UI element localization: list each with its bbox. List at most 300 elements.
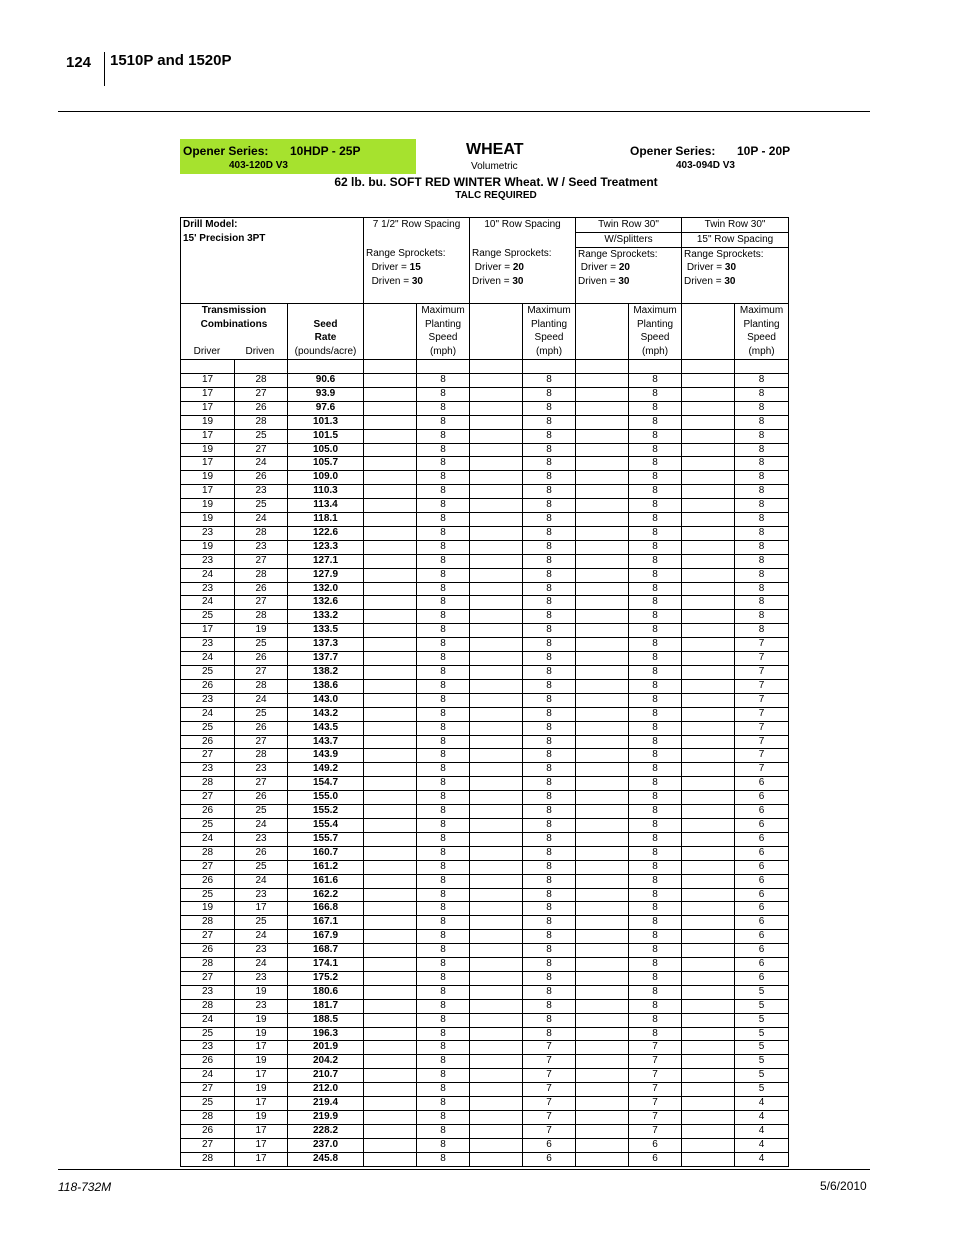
blank-cell <box>364 999 417 1013</box>
blank-cell <box>682 832 735 846</box>
speed-cell: 8 <box>523 693 576 707</box>
blank-cell <box>364 693 417 707</box>
driver-cell: 19 <box>181 540 235 554</box>
driven-cell: 27 <box>235 443 288 457</box>
speed-cell: 8 <box>417 666 470 680</box>
driver-cell: 19 <box>181 415 235 429</box>
speed-cell: 6 <box>735 777 789 791</box>
seed-rate-cell: 210.7 <box>288 1069 364 1083</box>
driver-label: Driver = <box>474 262 511 274</box>
speed-cell: 6 <box>735 902 789 916</box>
speed-cell: 8 <box>523 1027 576 1041</box>
driven-cell: 23 <box>235 832 288 846</box>
driver-cell: 17 <box>181 485 235 499</box>
table-row <box>181 624 789 638</box>
speed-cell: 8 <box>629 387 682 401</box>
speed-cell: 6 <box>735 832 789 846</box>
driver-cell: 26 <box>181 679 235 693</box>
blank-cell <box>576 666 629 680</box>
blank-cell <box>682 415 735 429</box>
blank-cell <box>364 763 417 777</box>
speed-cell: 8 <box>735 554 789 568</box>
driven-cell: 26 <box>235 471 288 485</box>
table-row <box>181 902 789 916</box>
blank-cell <box>470 554 523 568</box>
blank-cell <box>576 874 629 888</box>
blank-cell <box>682 805 735 819</box>
seed-rate-cell: 132.0 <box>288 582 364 596</box>
driven-label: Driven = <box>578 276 616 288</box>
driven-label: Driven = <box>684 276 722 288</box>
seed-rate-cell: 167.1 <box>288 916 364 930</box>
drill-model-value: 15' Precision 3PT <box>183 232 266 244</box>
speed-cell: 8 <box>735 610 789 624</box>
blank-cell <box>682 944 735 958</box>
speed-cell: 8 <box>417 944 470 958</box>
driver-cell: 25 <box>181 818 235 832</box>
blank-cell <box>364 401 417 415</box>
blank-cell <box>682 707 735 721</box>
blank-cell <box>576 1124 629 1138</box>
driver-cell: 25 <box>181 666 235 680</box>
speed-cell: 6 <box>523 1152 576 1166</box>
speed-cell: 8 <box>523 652 576 666</box>
drill-model-label: Drill Model: <box>183 219 238 230</box>
speed-cell: 8 <box>629 916 682 930</box>
blank-cell <box>682 624 735 638</box>
driver-cell: 27 <box>181 1138 235 1152</box>
speed-cell: 8 <box>735 471 789 485</box>
blank-cell <box>576 749 629 763</box>
blank-cell <box>576 471 629 485</box>
driver-cell: 27 <box>181 791 235 805</box>
table-row <box>181 679 789 693</box>
speed-cell: 7 <box>629 1083 682 1097</box>
blank-cell <box>470 735 523 749</box>
blank-cell <box>682 666 735 680</box>
blank-cell <box>364 638 417 652</box>
opener-right-part-number: 403-094D V3 <box>676 160 735 171</box>
blank-cell <box>682 971 735 985</box>
blank-cell <box>682 1013 735 1027</box>
blank-cell <box>364 1027 417 1041</box>
driver-cell: 27 <box>181 1083 235 1097</box>
table-row <box>181 652 789 666</box>
speed-cell: 7 <box>735 707 789 721</box>
speed-cell: 8 <box>629 485 682 499</box>
units-label: (pounds/acre) <box>294 346 357 358</box>
driven-value: 30 <box>411 275 423 287</box>
driver-cell: 28 <box>181 916 235 930</box>
driver-cell: 23 <box>181 693 235 707</box>
blank-cell <box>576 860 629 874</box>
speed-cell: 7 <box>523 1055 576 1069</box>
speed-cell: 8 <box>629 596 682 610</box>
blank-cell <box>682 1111 735 1125</box>
driver-cell: 25 <box>181 610 235 624</box>
driven-cell: 27 <box>235 666 288 680</box>
seed-rate-cell: 160.7 <box>288 846 364 860</box>
blank-cell <box>470 652 523 666</box>
driven-cell: 17 <box>235 1097 288 1111</box>
driver-cell: 27 <box>181 971 235 985</box>
blank-cell <box>682 596 735 610</box>
blank-cell <box>576 499 629 513</box>
driven-cell: 27 <box>235 596 288 610</box>
blank-header <box>682 303 735 359</box>
blank-cell <box>364 1138 417 1152</box>
speed-cell: 8 <box>523 1013 576 1027</box>
speed-cell: 8 <box>629 958 682 972</box>
driven-cell: 26 <box>235 582 288 596</box>
speed-cell: 8 <box>417 610 470 624</box>
speed-cell: 8 <box>523 805 576 819</box>
table-row <box>181 1055 789 1069</box>
blank-cell <box>470 916 523 930</box>
driven-cell: 17 <box>235 902 288 916</box>
blank-cell <box>576 568 629 582</box>
seed-rate-cell: 123.3 <box>288 540 364 554</box>
speed-cell: 4 <box>735 1152 789 1166</box>
speed-cell: 7 <box>523 1097 576 1111</box>
blank-cell <box>682 471 735 485</box>
driver-cell: 25 <box>181 1027 235 1041</box>
driven-cell: 25 <box>235 860 288 874</box>
seed-rate-cell: 105.7 <box>288 457 364 471</box>
blank-cell <box>576 888 629 902</box>
talc-note: TALC REQUIRED <box>455 190 537 201</box>
driven-cell: 25 <box>235 916 288 930</box>
blank-cell <box>364 818 417 832</box>
blank-cell <box>576 805 629 819</box>
speed-cell: 8 <box>629 846 682 860</box>
blank-cell <box>576 582 629 596</box>
driver-cell: 17 <box>181 373 235 387</box>
speed-cell: 8 <box>523 999 576 1013</box>
speed-cell: 5 <box>735 1013 789 1027</box>
blank-cell <box>470 874 523 888</box>
table-row <box>181 805 789 819</box>
driver-col-header: Driver <box>193 346 221 358</box>
speed-cell: 8 <box>523 429 576 443</box>
blank-cell <box>364 832 417 846</box>
speed-cell: 8 <box>523 415 576 429</box>
rate-label: Rate <box>314 332 337 344</box>
driver-cell: 17 <box>181 429 235 443</box>
speed-cell: 7 <box>735 763 789 777</box>
speed-cell: 7 <box>629 1124 682 1138</box>
config-title-row <box>181 218 789 233</box>
driver-cell: 26 <box>181 944 235 958</box>
blank-cell <box>364 1097 417 1111</box>
config-subtitle <box>470 232 576 247</box>
blank-cell <box>682 749 735 763</box>
speed-cell: 8 <box>629 777 682 791</box>
speed-cell: 8 <box>629 415 682 429</box>
driven-cell: 25 <box>235 429 288 443</box>
driven-cell: 28 <box>235 373 288 387</box>
driven-cell: 28 <box>235 568 288 582</box>
driver-cell: 26 <box>181 1124 235 1138</box>
blank-cell <box>364 805 417 819</box>
speed-cell: 8 <box>417 958 470 972</box>
speed-cell: 6 <box>735 888 789 902</box>
seed-rate-cell: 143.7 <box>288 735 364 749</box>
blank-cell <box>364 791 417 805</box>
blank-cell <box>576 777 629 791</box>
blank-cell <box>470 832 523 846</box>
blank-cell <box>576 679 629 693</box>
table-row <box>181 429 789 443</box>
driver-label: Driver = <box>580 262 617 274</box>
blank-cell <box>682 679 735 693</box>
blank-cell <box>364 985 417 999</box>
seed-rate-cell: 196.3 <box>288 1027 364 1041</box>
driven-cell: 19 <box>235 985 288 999</box>
driven-cell: 27 <box>235 387 288 401</box>
blank-cell <box>576 596 629 610</box>
table-row <box>181 1097 789 1111</box>
table-row <box>181 985 789 999</box>
driven-label: Driven = <box>371 275 410 287</box>
speed-cell: 8 <box>735 457 789 471</box>
blank-cell <box>682 985 735 999</box>
speed-cell: 8 <box>417 638 470 652</box>
speed-cell: 8 <box>629 582 682 596</box>
driver-cell: 19 <box>181 499 235 513</box>
seed-rate-cell: 105.0 <box>288 443 364 457</box>
blank-cell <box>364 888 417 902</box>
seed-rate-cell: 137.7 <box>288 652 364 666</box>
blank-cell <box>682 540 735 554</box>
blank-cell <box>364 1152 417 1166</box>
blank-cell <box>576 373 629 387</box>
blank-cell <box>576 985 629 999</box>
seed-rate-cell: 212.0 <box>288 1083 364 1097</box>
driven-cell: 25 <box>235 805 288 819</box>
doc-date: 5/6/2010 <box>820 1179 867 1193</box>
speed-cell: 8 <box>417 902 470 916</box>
speed-cell: 8 <box>417 735 470 749</box>
range-label: Range Sprockets: <box>684 248 764 260</box>
blank-cell <box>470 1069 523 1083</box>
driven-cell: 17 <box>235 1069 288 1083</box>
speed-cell: 6 <box>735 930 789 944</box>
blank-cell <box>682 1138 735 1152</box>
speed-cell: 8 <box>735 582 789 596</box>
speed-cell: 8 <box>629 401 682 415</box>
speed-cell: 8 <box>417 707 470 721</box>
blank-cell <box>364 1111 417 1125</box>
seed-rate-cell: 133.2 <box>288 610 364 624</box>
table-row <box>181 1069 789 1083</box>
blank-cell <box>576 387 629 401</box>
speed-cell: 8 <box>417 554 470 568</box>
driven-cell: 26 <box>235 721 288 735</box>
speed-cell: 8 <box>735 568 789 582</box>
config-title: 10" Row Spacing <box>470 218 576 233</box>
speed-cell: 8 <box>417 791 470 805</box>
seed-rate-cell: 219.9 <box>288 1111 364 1125</box>
speed-cell: 8 <box>629 513 682 527</box>
speed-cell: 7 <box>629 1069 682 1083</box>
seed-rate-cell: 149.2 <box>288 763 364 777</box>
spacer-row <box>181 359 789 373</box>
table-row <box>181 944 789 958</box>
driven-cell: 23 <box>235 485 288 499</box>
speed-cell: 4 <box>735 1097 789 1111</box>
speed-cell: 7 <box>523 1041 576 1055</box>
driver-cell: 17 <box>181 457 235 471</box>
seed-rate-cell: 97.6 <box>288 401 364 415</box>
range-sprockets-cell <box>364 247 470 303</box>
speed-cell: 6 <box>523 1138 576 1152</box>
driven-cell: 28 <box>235 749 288 763</box>
speed-cell: 8 <box>735 624 789 638</box>
blank-cell <box>364 916 417 930</box>
speed-cell: 8 <box>417 679 470 693</box>
speed-cell: 7 <box>735 735 789 749</box>
blank-cell <box>364 846 417 860</box>
blank-cell <box>576 638 629 652</box>
driven-cell: 24 <box>235 818 288 832</box>
blank-cell <box>364 596 417 610</box>
blank-cell <box>576 958 629 972</box>
config-title: Twin Row 30" <box>576 218 682 233</box>
speed-cell: 8 <box>417 568 470 582</box>
seed-rate-cell: 155.7 <box>288 832 364 846</box>
driver-cell: 24 <box>181 652 235 666</box>
speed-cell: 8 <box>523 401 576 415</box>
speed-cell: 8 <box>417 387 470 401</box>
speed-cell: 8 <box>523 679 576 693</box>
seed-rate-cell: 166.8 <box>288 902 364 916</box>
driven-cell: 24 <box>235 693 288 707</box>
config-subtitle: W/Splitters <box>576 232 682 247</box>
blank-cell <box>470 471 523 485</box>
config-title: Twin Row 30" <box>682 218 789 233</box>
blank-cell <box>470 1041 523 1055</box>
speed-cell: 8 <box>629 818 682 832</box>
blank-cell <box>470 1138 523 1152</box>
blank-cell <box>470 513 523 527</box>
driven-cell: 19 <box>235 1055 288 1069</box>
blank-cell <box>682 526 735 540</box>
blank-cell <box>364 471 417 485</box>
seed-rate-cell: 155.0 <box>288 791 364 805</box>
speed-cell: 7 <box>523 1111 576 1125</box>
blank-cell <box>470 721 523 735</box>
table-row <box>181 554 789 568</box>
config-title: 7 1/2" Row Spacing <box>364 218 470 233</box>
speed-cell: 8 <box>417 1152 470 1166</box>
max-speed-header: Maximum Planting Speed (mph) <box>735 303 789 359</box>
blank-cell <box>576 971 629 985</box>
blank-cell <box>470 999 523 1013</box>
table-row <box>181 457 789 471</box>
blank-cell <box>682 652 735 666</box>
table-row <box>181 373 789 387</box>
blank-cell <box>470 443 523 457</box>
speed-cell: 8 <box>523 554 576 568</box>
driver-cell: 27 <box>181 749 235 763</box>
config-subtitle <box>364 232 470 247</box>
driven-cell: 27 <box>235 554 288 568</box>
blank-cell <box>470 791 523 805</box>
speed-cell: 6 <box>735 818 789 832</box>
blank-cell <box>576 1152 629 1166</box>
blank-cell <box>576 554 629 568</box>
table-row <box>181 818 789 832</box>
blank-cell <box>682 958 735 972</box>
speed-cell: 6 <box>629 1138 682 1152</box>
driven-value: 30 <box>618 276 630 288</box>
speed-cell: 8 <box>735 540 789 554</box>
blank-cell <box>576 401 629 415</box>
speed-cell: 6 <box>735 916 789 930</box>
speed-cell: 4 <box>735 1111 789 1125</box>
blank-cell <box>364 1124 417 1138</box>
seed-rate-cell: 245.8 <box>288 1152 364 1166</box>
driver-cell: 23 <box>181 763 235 777</box>
blank-cell <box>682 818 735 832</box>
speed-cell: 8 <box>417 860 470 874</box>
speed-cell: 8 <box>523 735 576 749</box>
table-row <box>181 526 789 540</box>
speed-cell: 8 <box>523 916 576 930</box>
driven-cell: 24 <box>235 874 288 888</box>
speed-cell: 8 <box>417 930 470 944</box>
seed-rate-cell: 101.3 <box>288 415 364 429</box>
opener-left-label: Opener Series: <box>183 144 269 158</box>
doc-number: 118-732M <box>58 1180 112 1194</box>
table-row <box>181 860 789 874</box>
speed-cell: 8 <box>417 1138 470 1152</box>
speed-cell: 6 <box>735 805 789 819</box>
blank-header <box>576 303 629 359</box>
speed-cell: 8 <box>417 874 470 888</box>
speed-cell: 8 <box>417 1111 470 1125</box>
driver-cell: 25 <box>181 888 235 902</box>
driven-cell: 26 <box>235 401 288 415</box>
speed-cell: 8 <box>629 971 682 985</box>
speed-cell: 8 <box>523 818 576 832</box>
drill-model-cell <box>181 218 364 304</box>
blank-cell <box>364 707 417 721</box>
speed-cell: 8 <box>523 666 576 680</box>
speed-cell: 6 <box>735 791 789 805</box>
table-row <box>181 568 789 582</box>
blank-cell <box>682 1027 735 1041</box>
blank-cell <box>470 638 523 652</box>
speed-cell: 8 <box>523 958 576 972</box>
transmission-label: Transmission <box>201 304 267 316</box>
table-row <box>181 916 789 930</box>
table-row <box>181 693 789 707</box>
speed-cell: 8 <box>629 554 682 568</box>
blank-cell <box>364 554 417 568</box>
blank-cell <box>470 596 523 610</box>
speed-cell: 8 <box>629 888 682 902</box>
blank-cell <box>364 485 417 499</box>
speed-cell: 8 <box>417 1069 470 1083</box>
speed-cell: 8 <box>629 874 682 888</box>
blank-cell <box>470 902 523 916</box>
speed-cell: 8 <box>735 513 789 527</box>
opener-right-label: Opener Series: <box>630 144 716 158</box>
speed-cell: 8 <box>629 832 682 846</box>
blank-cell <box>470 499 523 513</box>
